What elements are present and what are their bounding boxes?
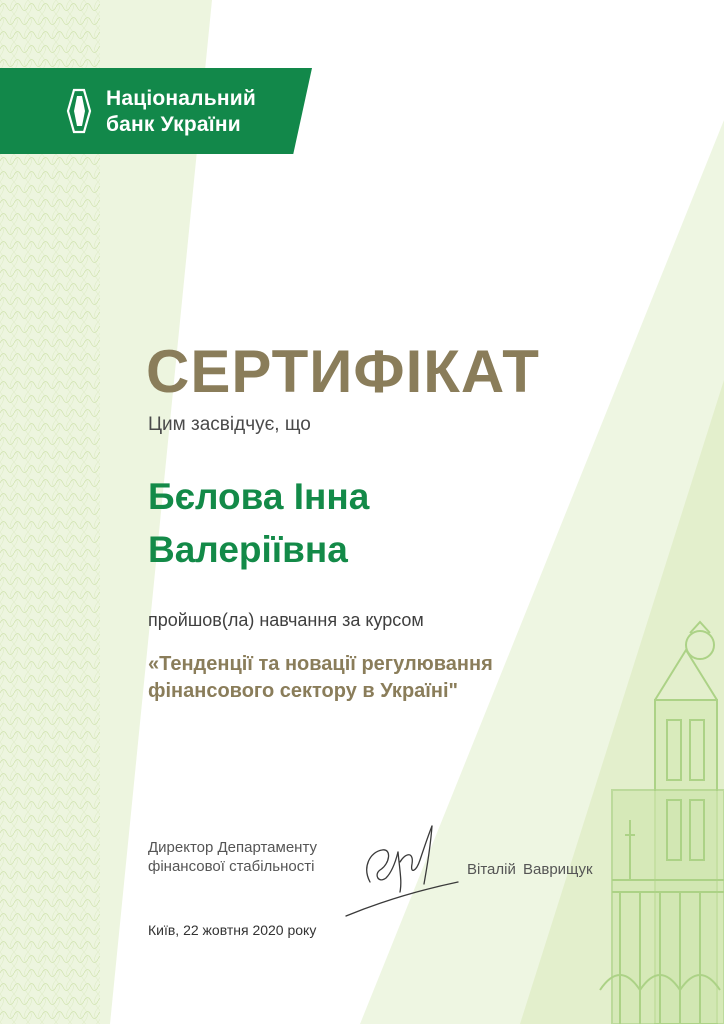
course-name-line2: фінансового сектору в Україні": [148, 680, 459, 702]
bank-name-line2: банк України: [106, 113, 241, 136]
recipient-name-line2: Валеріївна: [148, 529, 348, 570]
bank-name-line1: Національний: [106, 87, 256, 110]
course-intro: пройшов(ла) навчання за курсом: [148, 610, 424, 630]
signature-image: [340, 812, 460, 922]
certifies-text: Цим засвідчує, що: [148, 414, 311, 435]
signatory-position: [148, 838, 317, 876]
recipient-name-line1: Бєлова Інна: [148, 476, 370, 517]
recipient-name: [148, 470, 369, 576]
certificate-title: СЕРТИФІКАТ: [146, 338, 540, 405]
course-name: [148, 651, 493, 705]
signatory-position-line1: Директор Департаменту: [148, 839, 318, 856]
signatory-name: Віталій Ваврищук: [467, 861, 593, 878]
signatory-position-line2: фінансової стабільності: [148, 858, 315, 875]
place-date: Київ, 22 жовтня 2020 року: [148, 922, 317, 938]
course-name-line1: «Тенденції та новації регулювання: [148, 653, 493, 675]
bank-name: [106, 86, 256, 138]
bank-logo-icon: [66, 88, 92, 134]
